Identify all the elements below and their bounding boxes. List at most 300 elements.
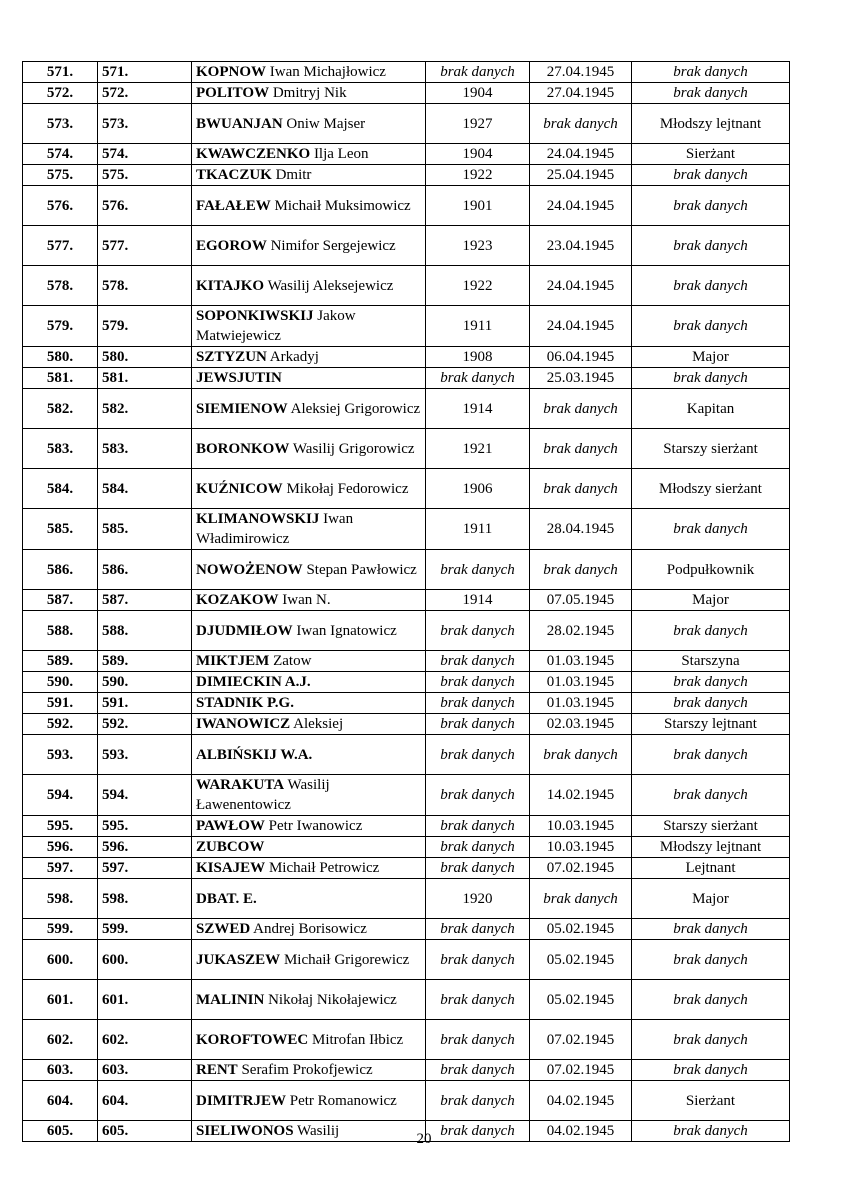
row-lp: 600. <box>23 940 98 980</box>
row-year: brak danych <box>426 62 530 83</box>
row-nr: 588. <box>98 611 192 651</box>
row-given-name: Andrej Borisowicz <box>253 921 367 937</box>
row-given-name: Dmitryj Nik <box>272 85 347 101</box>
row-name <box>192 919 426 940</box>
table-row <box>23 509 790 550</box>
row-nr: 574. <box>98 144 192 165</box>
row-given-name: Mikołaj Fedorowicz <box>286 480 409 497</box>
row-year: 1922 <box>426 266 530 306</box>
row-date: 23.04.1945 <box>530 226 632 266</box>
table-row <box>23 611 790 651</box>
row-rank: Sierżant <box>632 1081 790 1121</box>
row-surname: TKACZUK <box>196 167 272 183</box>
row-lp: 596. <box>23 837 98 858</box>
row-nr: 571. <box>98 62 192 83</box>
row-year: brak danych <box>426 368 530 389</box>
row-surname: DIMIECKIN A.J. <box>196 674 311 690</box>
row-surname: SZWED <box>196 921 251 937</box>
row-name <box>192 389 426 429</box>
row-date: 24.04.1945 <box>530 306 632 347</box>
row-name <box>192 714 426 735</box>
row-rank: Major <box>632 347 790 368</box>
row-name <box>192 590 426 611</box>
row-rank: Kapitan <box>632 389 790 429</box>
row-lp: 581. <box>23 368 98 389</box>
row-surname: BWUANJAN <box>196 115 283 132</box>
table-row <box>23 714 790 735</box>
table-row <box>23 266 790 306</box>
row-lp: 592. <box>23 714 98 735</box>
row-name <box>192 226 426 266</box>
row-rank: brak danych <box>632 509 790 550</box>
row-rank: brak danych <box>632 306 790 347</box>
row-given-name: Dmitr <box>275 167 312 183</box>
row-rank: brak danych <box>632 919 790 940</box>
row-given-name: Wasilij Grigorowicz <box>292 440 415 457</box>
table-row <box>23 226 790 266</box>
row-nr: 576. <box>98 186 192 226</box>
row-given-name: Stepan Pawłowicz <box>306 561 417 578</box>
row-nr: 586. <box>98 550 192 590</box>
row-year: brak danych <box>426 693 530 714</box>
row-lp: 582. <box>23 389 98 429</box>
row-year: brak danych <box>426 1081 530 1121</box>
row-given-name: Arkadyj <box>269 349 319 365</box>
row-lp: 598. <box>23 879 98 919</box>
row-rank: brak danych <box>632 226 790 266</box>
row-name <box>192 469 426 509</box>
row-lp: 577. <box>23 226 98 266</box>
row-surname: RENT <box>196 1062 238 1078</box>
row-nr: 572. <box>98 83 192 104</box>
row-given-name: Jakow Matwiejewicz <box>196 308 356 344</box>
row-surname: DJUDMIŁOW <box>196 622 293 639</box>
row-surname: NOWOŻENOW <box>196 561 303 578</box>
row-given-name: Petr Romanowicz <box>289 1092 397 1109</box>
row-lp: 579. <box>23 306 98 347</box>
row-nr: 589. <box>98 651 192 672</box>
row-given-name: Michaił Muksimowicz <box>274 197 411 214</box>
row-year: brak danych <box>426 611 530 651</box>
row-nr: 600. <box>98 940 192 980</box>
table-row <box>23 469 790 509</box>
row-lp: 578. <box>23 266 98 306</box>
row-lp: 583. <box>23 429 98 469</box>
row-name <box>192 165 426 186</box>
row-nr: 603. <box>98 1060 192 1081</box>
row-surname: JEWSJUTIN <box>196 370 282 386</box>
row-name <box>192 429 426 469</box>
row-year: brak danych <box>426 1060 530 1081</box>
table-row <box>23 306 790 347</box>
row-rank: brak danych <box>632 672 790 693</box>
row-surname: DBAT. E. <box>196 890 257 907</box>
row-year: 1923 <box>426 226 530 266</box>
table-row <box>23 1060 790 1081</box>
row-surname: SOPONKIWSKIJ <box>196 308 314 324</box>
table-row <box>23 879 790 919</box>
row-surname: SZTYZUN <box>196 349 267 365</box>
row-nr: 590. <box>98 672 192 693</box>
row-date: 25.04.1945 <box>530 165 632 186</box>
row-date: 24.04.1945 <box>530 266 632 306</box>
row-name <box>192 266 426 306</box>
table-row <box>23 165 790 186</box>
row-nr: 579. <box>98 306 192 347</box>
row-rank: brak danych <box>632 1121 790 1142</box>
row-year: brak danych <box>426 672 530 693</box>
row-surname: EGOROW <box>196 237 267 254</box>
row-name <box>192 672 426 693</box>
row-rank: brak danych <box>632 940 790 980</box>
row-date: brak danych <box>530 429 632 469</box>
row-lp: 576. <box>23 186 98 226</box>
row-name <box>192 837 426 858</box>
row-lp: 574. <box>23 144 98 165</box>
row-year: brak danych <box>426 1020 530 1060</box>
row-date: 01.03.1945 <box>530 672 632 693</box>
row-year: brak danych <box>426 816 530 837</box>
table-row <box>23 104 790 144</box>
row-date: 28.04.1945 <box>530 509 632 550</box>
table-row <box>23 651 790 672</box>
row-name <box>192 611 426 651</box>
row-date: 05.02.1945 <box>530 940 632 980</box>
row-given-name: Oniw Majser <box>286 115 366 132</box>
row-surname: PAWŁOW <box>196 818 265 834</box>
row-name <box>192 980 426 1020</box>
row-date: brak danych <box>530 104 632 144</box>
row-lp: 589. <box>23 651 98 672</box>
row-name <box>192 1060 426 1081</box>
row-rank: brak danych <box>632 186 790 226</box>
row-given-name: Zatow <box>273 653 312 669</box>
table-row <box>23 144 790 165</box>
table-row <box>23 389 790 429</box>
table-row <box>23 980 790 1020</box>
row-lp: 595. <box>23 816 98 837</box>
row-rank: Starszy sierżant <box>632 429 790 469</box>
row-surname: KISAJEW <box>196 860 266 876</box>
row-nr: 585. <box>98 509 192 550</box>
row-nr: 582. <box>98 389 192 429</box>
table-row <box>23 83 790 104</box>
table-row <box>23 186 790 226</box>
row-name <box>192 651 426 672</box>
row-lp: 601. <box>23 980 98 1020</box>
row-given-name: Nikołaj Nikołajewicz <box>268 991 397 1008</box>
row-nr: 593. <box>98 735 192 775</box>
row-name <box>192 509 426 550</box>
row-rank: brak danych <box>632 735 790 775</box>
row-rank: brak danych <box>632 1020 790 1060</box>
row-name <box>192 368 426 389</box>
row-name <box>192 693 426 714</box>
row-nr: 575. <box>98 165 192 186</box>
row-given-name: Iwan Michajłowicz <box>269 64 386 80</box>
row-lp: 573. <box>23 104 98 144</box>
row-year: brak danych <box>426 714 530 735</box>
table-row <box>23 368 790 389</box>
row-nr: 591. <box>98 693 192 714</box>
row-surname: KWAWCZENKO <box>196 146 311 162</box>
row-year: 1908 <box>426 347 530 368</box>
row-rank: Młodszy sierżant <box>632 469 790 509</box>
row-given-name: Aleksiej Grigorowicz <box>290 400 421 417</box>
row-date: 28.02.1945 <box>530 611 632 651</box>
row-date: 10.03.1945 <box>530 816 632 837</box>
row-year: brak danych <box>426 980 530 1020</box>
row-date: 07.02.1945 <box>530 1060 632 1081</box>
row-lp: 591. <box>23 693 98 714</box>
row-rank: Lejtnant <box>632 858 790 879</box>
row-nr: 605. <box>98 1121 192 1142</box>
row-nr: 573. <box>98 104 192 144</box>
row-surname: ZUBCOW <box>196 839 265 855</box>
row-date: 24.04.1945 <box>530 186 632 226</box>
row-given-name: Iwan N. <box>282 592 331 608</box>
records-table <box>22 61 790 1142</box>
row-rank: Sierżant <box>632 144 790 165</box>
row-lp: 605. <box>23 1121 98 1142</box>
row-year: brak danych <box>426 919 530 940</box>
row-lp: 602. <box>23 1020 98 1060</box>
row-given-name: Ilja Leon <box>313 146 369 162</box>
row-name <box>192 104 426 144</box>
row-rank: Major <box>632 590 790 611</box>
row-name <box>192 940 426 980</box>
row-nr: 578. <box>98 266 192 306</box>
row-date: 10.03.1945 <box>530 837 632 858</box>
row-year: 1906 <box>426 469 530 509</box>
row-date: 04.02.1945 <box>530 1081 632 1121</box>
row-date: 04.02.1945 <box>530 1121 632 1142</box>
row-lp: 585. <box>23 509 98 550</box>
row-year: 1927 <box>426 104 530 144</box>
row-date: brak danych <box>530 389 632 429</box>
row-nr: 597. <box>98 858 192 879</box>
row-year: brak danych <box>426 1121 530 1142</box>
row-year: brak danych <box>426 735 530 775</box>
row-rank: Młodszy lejtnant <box>632 104 790 144</box>
row-nr: 598. <box>98 879 192 919</box>
table-row <box>23 550 790 590</box>
row-date: 07.02.1945 <box>530 1020 632 1060</box>
row-given-name: Aleksiej <box>293 716 344 732</box>
row-lp: 599. <box>23 919 98 940</box>
row-nr: 594. <box>98 775 192 816</box>
row-surname: DIMITRJEW <box>196 1092 287 1109</box>
row-given-name: Wasilij Aleksejewicz <box>267 277 394 294</box>
row-rank: Major <box>632 879 790 919</box>
row-year: brak danych <box>426 940 530 980</box>
row-name <box>192 858 426 879</box>
row-date: brak danych <box>530 550 632 590</box>
row-given-name: Serafim Prokofjewicz <box>241 1062 373 1078</box>
row-date: 05.02.1945 <box>530 980 632 1020</box>
row-year: 1920 <box>426 879 530 919</box>
row-surname: KOZAKOW <box>196 592 279 608</box>
row-nr: 581. <box>98 368 192 389</box>
row-name <box>192 775 426 816</box>
row-rank: brak danych <box>632 1060 790 1081</box>
row-lp: 587. <box>23 590 98 611</box>
row-year: 1914 <box>426 389 530 429</box>
row-rank: brak danych <box>632 693 790 714</box>
row-rank: brak danych <box>632 266 790 306</box>
table-row <box>23 919 790 940</box>
row-nr: 577. <box>98 226 192 266</box>
row-surname: MIKTJEM <box>196 653 270 669</box>
row-year: 1904 <box>426 83 530 104</box>
records-table-body <box>23 62 790 1142</box>
row-surname: POLITOW <box>196 85 270 101</box>
row-name <box>192 816 426 837</box>
row-surname: MALININ <box>196 991 265 1008</box>
row-lp: 571. <box>23 62 98 83</box>
table-row <box>23 940 790 980</box>
row-date: 06.04.1945 <box>530 347 632 368</box>
row-year: 1911 <box>426 509 530 550</box>
row-nr: 583. <box>98 429 192 469</box>
row-surname: KUŹNICOW <box>196 480 283 497</box>
row-year: brak danych <box>426 837 530 858</box>
row-lp: 603. <box>23 1060 98 1081</box>
row-surname: KLIMANOWSKIJ <box>196 511 320 527</box>
row-rank: brak danych <box>632 611 790 651</box>
row-lp: 593. <box>23 735 98 775</box>
row-surname: FAŁAŁEW <box>196 197 271 214</box>
row-lp: 594. <box>23 775 98 816</box>
row-date: brak danych <box>530 879 632 919</box>
row-surname: JUKASZEW <box>196 951 281 968</box>
row-year: 1901 <box>426 186 530 226</box>
table-row <box>23 693 790 714</box>
row-given-name: Michaił Grigorewicz <box>283 951 410 968</box>
table-row <box>23 347 790 368</box>
table-row <box>23 429 790 469</box>
row-nr: 599. <box>98 919 192 940</box>
row-date: brak danych <box>530 735 632 775</box>
table-row <box>23 62 790 83</box>
row-surname: SIEMIENOW <box>196 400 288 417</box>
row-rank: brak danych <box>632 368 790 389</box>
row-rank: brak danych <box>632 980 790 1020</box>
row-surname: SIELIWONOS <box>196 1123 294 1139</box>
row-name <box>192 879 426 919</box>
row-name <box>192 186 426 226</box>
row-name <box>192 1081 426 1121</box>
table-row <box>23 735 790 775</box>
row-given-name: Michaił Petrowicz <box>268 860 380 876</box>
row-surname: BORONKOW <box>196 440 290 457</box>
row-date: 07.02.1945 <box>530 858 632 879</box>
row-surname: IWANOWICZ <box>196 716 291 732</box>
row-date: 07.05.1945 <box>530 590 632 611</box>
table-row <box>23 837 790 858</box>
row-year: 1921 <box>426 429 530 469</box>
row-rank: Młodszy lejtnant <box>632 837 790 858</box>
row-name <box>192 1020 426 1060</box>
row-surname: STADNIK P.G. <box>196 695 294 711</box>
row-name <box>192 735 426 775</box>
row-surname: WARAKUTA <box>196 777 285 793</box>
row-lp: 590. <box>23 672 98 693</box>
row-name <box>192 347 426 368</box>
table-row <box>23 816 790 837</box>
row-date: 27.04.1945 <box>530 62 632 83</box>
row-rank: Starszy sierżant <box>632 816 790 837</box>
row-name <box>192 550 426 590</box>
row-nr: 587. <box>98 590 192 611</box>
row-name <box>192 144 426 165</box>
row-date: 24.04.1945 <box>530 144 632 165</box>
page-number: 20 <box>416 1131 432 1147</box>
row-nr: 584. <box>98 469 192 509</box>
row-date: 05.02.1945 <box>530 919 632 940</box>
row-lp: 597. <box>23 858 98 879</box>
table-row <box>23 1020 790 1060</box>
row-year: 1914 <box>426 590 530 611</box>
table-row <box>23 858 790 879</box>
row-year: brak danych <box>426 858 530 879</box>
row-nr: 580. <box>98 347 192 368</box>
row-date: 01.03.1945 <box>530 693 632 714</box>
row-rank: brak danych <box>632 83 790 104</box>
row-name <box>192 83 426 104</box>
row-rank: Starszy lejtnant <box>632 714 790 735</box>
row-year: 1922 <box>426 165 530 186</box>
row-rank: brak danych <box>632 165 790 186</box>
row-given-name: Mitrofan Iłbicz <box>312 1031 404 1048</box>
row-lp: 588. <box>23 611 98 651</box>
row-date: 14.02.1945 <box>530 775 632 816</box>
row-given-name: Petr Iwanowicz <box>268 818 363 834</box>
row-date: 27.04.1945 <box>530 83 632 104</box>
row-nr: 602. <box>98 1020 192 1060</box>
row-surname: KITAJKO <box>196 277 265 294</box>
row-given-name: Wasilij <box>297 1123 340 1139</box>
row-rank: brak danych <box>632 62 790 83</box>
row-surname: KOPNOW <box>196 64 266 80</box>
row-lp: 584. <box>23 469 98 509</box>
row-lp: 575. <box>23 165 98 186</box>
row-date: 02.03.1945 <box>530 714 632 735</box>
table-row <box>23 672 790 693</box>
row-year: brak danych <box>426 550 530 590</box>
row-given-name: Nimifor Sergejewicz <box>270 237 396 254</box>
row-nr: 595. <box>98 816 192 837</box>
row-surname: ALBIŃSKIJ W.A. <box>196 746 313 763</box>
row-year: brak danych <box>426 775 530 816</box>
row-given-name: Wasilij Ławenentowicz <box>196 777 330 813</box>
row-rank: Starszyna <box>632 651 790 672</box>
row-rank: Podpułkownik <box>632 550 790 590</box>
row-surname: KOROFTOWEC <box>196 1031 309 1048</box>
row-nr: 596. <box>98 837 192 858</box>
row-year: 1911 <box>426 306 530 347</box>
row-date: 01.03.1945 <box>530 651 632 672</box>
row-lp: 604. <box>23 1081 98 1121</box>
table-row <box>23 1081 790 1121</box>
table-row <box>23 775 790 816</box>
row-year: brak danych <box>426 651 530 672</box>
row-date: brak danych <box>530 469 632 509</box>
row-nr: 601. <box>98 980 192 1020</box>
table-row <box>23 590 790 611</box>
row-name <box>192 306 426 347</box>
row-date: 25.03.1945 <box>530 368 632 389</box>
